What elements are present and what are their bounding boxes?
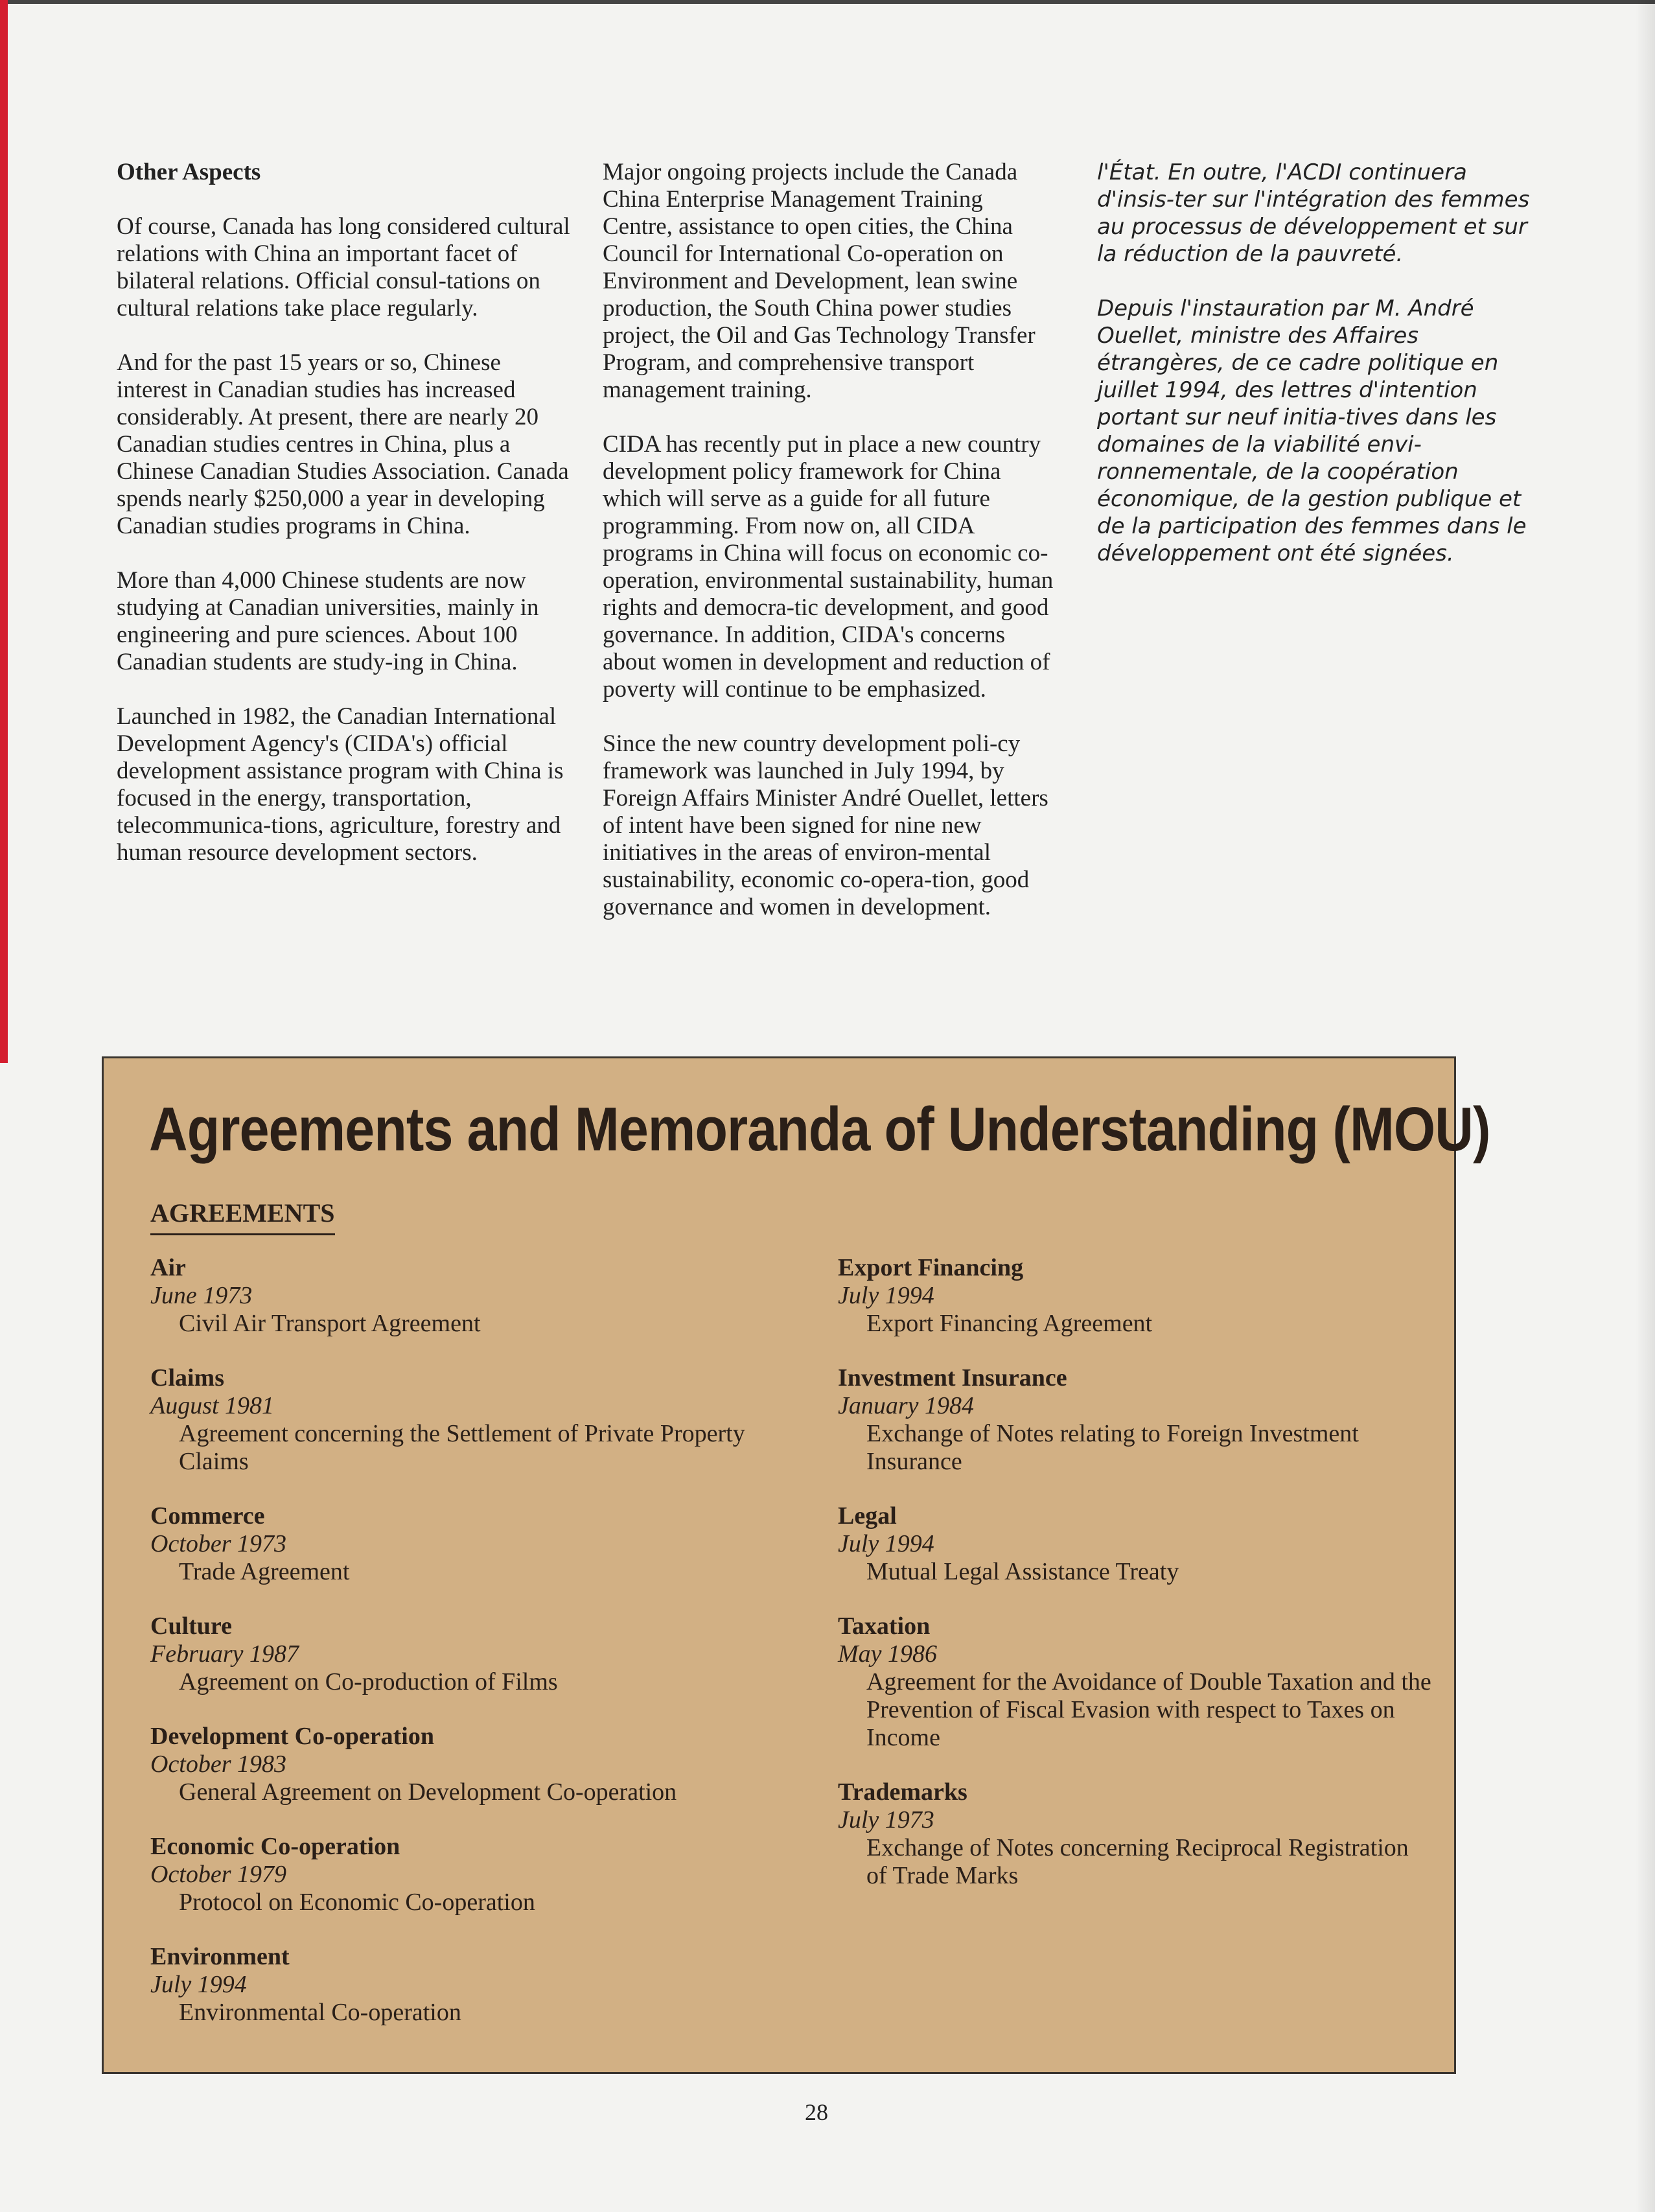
agreement-item xyxy=(150,1723,772,1806)
agreement-description: Trade Agreement xyxy=(179,1558,350,1585)
agreements-subheading: AGREEMENTS xyxy=(150,1198,335,1228)
agreement-date: October 1979 xyxy=(150,1861,287,1888)
paragraph: Of course, Canada has long considered cultural relations with China an important facet of bilateral relations. Official consul-tations on cultural relations take place regularly. xyxy=(117,213,570,321)
agreement-date: July 1994 xyxy=(150,1971,247,1998)
column-2 xyxy=(603,159,1056,948)
top-rule xyxy=(0,0,1655,4)
agreement-description: Export Financing Agreement xyxy=(866,1310,1153,1337)
agreement-category: Economic Co-operation xyxy=(150,1833,400,1860)
agreement-category: Claims xyxy=(150,1364,224,1391)
subheading-underline xyxy=(150,1233,335,1235)
agreement-category: Environment xyxy=(150,1943,290,1970)
paragraph: Depuis l'instauration par M. André Ouellet, ministre des Affaires étrangères, de ce cadre politique en juillet 1994, des lettres d'intention portant sur neuf initia-tives dans les domaines de la viabilité envi-ronnementale, de la coopération économique, de la gestion publique et de la participation des femmes dans le développement ont été signées. xyxy=(1097,296,1527,566)
agreement-date: July 1994 xyxy=(838,1530,934,1557)
agreements-right-column xyxy=(838,1254,1434,1916)
agreement-item xyxy=(838,1364,1434,1476)
agreement-date: August 1981 xyxy=(150,1392,275,1419)
red-page-edge xyxy=(0,0,8,1063)
agreement-description: Protocol on Economic Co-operation xyxy=(179,1889,535,1916)
agreement-item xyxy=(150,1612,772,1696)
agreement-category: Taxation xyxy=(838,1612,931,1640)
agreement-category: Culture xyxy=(150,1612,232,1640)
agreements-left-column xyxy=(150,1254,772,2053)
agreement-date: July 1973 xyxy=(838,1806,934,1834)
box-title: Agreements and Memoranda of Understanding (MOU) xyxy=(149,1095,1490,1164)
agreement-category: Air xyxy=(150,1254,186,1281)
agreement-description: Exchange of Notes concerning Reciprocal Registration of Trade Marks xyxy=(866,1834,1409,1889)
section-heading: Other Aspects xyxy=(117,159,261,185)
agreement-description: Agreement for the Avoidance of Double Taxation and the Prevention of Fiscal Evasion with respect to Taxes on Income xyxy=(866,1668,1431,1751)
paragraph: More than 4,000 Chinese students are now studying at Canadian universities, mainly in engineering and pure sciences. About 100 Canadian students are study-ing in China. xyxy=(117,567,539,675)
agreement-category: Legal xyxy=(838,1502,897,1530)
agreement-description: Environmental Co-operation xyxy=(179,1999,461,2026)
agreement-category: Export Financing xyxy=(838,1254,1024,1281)
agreement-description: Mutual Legal Assistance Treaty xyxy=(866,1558,1179,1585)
agreement-date: October 1973 xyxy=(150,1530,287,1557)
agreement-description: Exchange of Notes relating to Foreign Investment Insurance xyxy=(866,1420,1359,1475)
agreement-item xyxy=(838,1502,1434,1586)
paragraph: Since the new country development poli-cy framework was launched in July 1994, by Foreign Affairs Minister André Ouellet, letters of intent have been signed for nine new initiatives in the areas of environ-mental sustainability, economic co-opera-tion, good governance and women in development. xyxy=(603,730,1048,920)
paragraph: Launched in 1982, the Canadian International Development Agency's (CIDA's) official development assistance program with China is focused in the energy, transportation, telecommunica-tions, agriculture, forestry and human resource development sectors. xyxy=(117,703,564,866)
agreement-category: Development Co-operation xyxy=(150,1723,434,1750)
agreement-item xyxy=(838,1254,1434,1338)
column-3-french xyxy=(1097,159,1538,594)
paragraph: CIDA has recently put in place a new country development policy framework for China which will serve as a guide for all future programming. From now on, all CIDA programs in China will focus on economic co-operation, environmental sustainability, human rights and democra-tic development, and good governance. In addition, CIDA's concerns about women in development and reduction of poverty will continue to be emphasized. xyxy=(603,431,1054,703)
agreement-item xyxy=(150,1943,772,2027)
agreement-date: February 1987 xyxy=(150,1640,299,1668)
agreement-item xyxy=(150,1833,772,1916)
agreement-date: May 1986 xyxy=(838,1640,938,1668)
column-1 xyxy=(117,159,570,894)
agreement-category: Commerce xyxy=(150,1502,265,1530)
agreement-date: July 1994 xyxy=(838,1282,934,1309)
agreement-date: June 1973 xyxy=(150,1282,253,1309)
page-fold-shadow xyxy=(1636,0,1655,2212)
agreement-description: Civil Air Transport Agreement xyxy=(179,1310,481,1337)
agreement-date: January 1984 xyxy=(838,1392,975,1419)
agreement-category: Investment Insurance xyxy=(838,1364,1067,1391)
agreement-item xyxy=(838,1612,1434,1752)
agreement-description: Agreement on Co-production of Films xyxy=(179,1668,558,1695)
paragraph: And for the past 15 years or so, Chinese interest in Canadian studies has increased considerably. At present, there are nearly 20 Canadian studies centres in China, plus a Chinese Canadian Studies Association. Canada spends nearly $250,000 a year in developing Canadian studies programs in China. xyxy=(117,349,569,539)
paragraph: l'État. En outre, l'ACDI continuera d'insis-ter sur l'intégration des femmes au processus de développement et sur la réduction de la pauvreté. xyxy=(1097,159,1530,267)
paragraph: Major ongoing projects include the Canada China Enterprise Management Training Centre, assistance to open cities, the China Council for International Co-operation on Environment and Development, lean swine production, the South China power studies project, the Oil and Gas Technology Transfer Program, and comprehensive transport management training. xyxy=(603,159,1036,403)
agreement-description: General Agreement on Development Co-operation xyxy=(179,1778,677,1806)
agreement-item xyxy=(150,1364,772,1476)
agreement-item xyxy=(838,1778,1434,1890)
page-number: 28 xyxy=(805,2099,828,2125)
agreement-category: Trademarks xyxy=(838,1778,967,1806)
agreement-item xyxy=(150,1502,772,1586)
agreement-item xyxy=(150,1254,772,1338)
agreements-box xyxy=(102,1056,1490,2074)
agreement-description: Agreement concerning the Settlement of Private Property Claims xyxy=(179,1420,745,1475)
agreement-date: October 1983 xyxy=(150,1751,287,1778)
